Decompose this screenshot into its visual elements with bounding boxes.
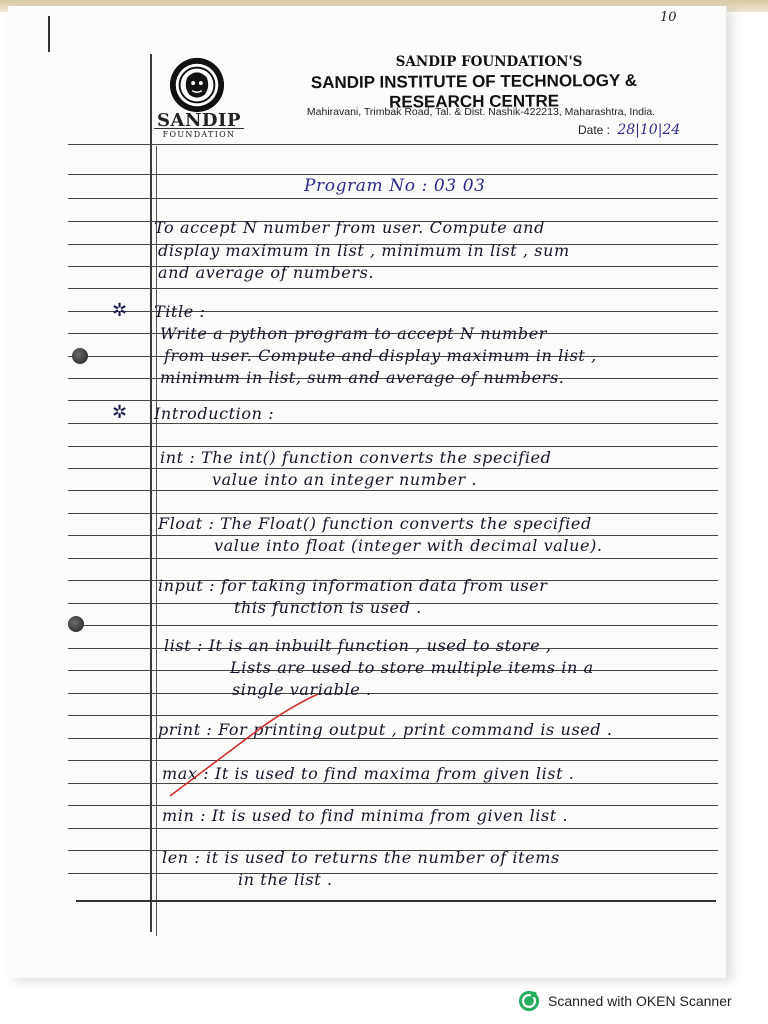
entry-line: value into an integer number . [212,470,478,489]
punch-hole [68,616,84,632]
pen-mark [48,16,50,52]
entry-line: Float : The Float() function converts the specified [158,514,592,533]
ruled-line [68,174,718,175]
ruled-line [68,423,718,424]
page-number: 10 [660,10,677,25]
title-line: minimum in list, sum and average of numbers. [160,368,565,387]
aim-line: and average of numbers. [158,263,375,282]
entry-line: len : it is used to returns the number of items [162,848,560,867]
watermark-text: Scanned with OKEN Scanner [548,993,732,1009]
asterisk-icon: ✲ [112,300,128,321]
notebook-page [8,6,727,978]
ruled-line [68,693,718,694]
ruled-line [68,198,718,199]
ruled-line [68,828,718,829]
ruled-line [68,490,718,491]
date-value: 28|10|24 [617,122,681,138]
ruled-line [68,625,718,626]
margin-line-inner [156,146,157,936]
aim-line: To accept N number from user. Compute and [154,218,545,237]
entry-line: list : It is an inbuilt function , used to store , [164,636,552,655]
ruled-line [68,873,718,874]
foundation-name: SANDIP FOUNDATION'S [395,54,583,70]
entry-line: input : for taking information data from user [158,576,548,595]
ruled-line [68,760,718,761]
oken-scanner-logo-icon [518,990,540,1012]
title-heading: Title : [154,302,206,321]
ruled-line [68,783,718,784]
date-label: Date : [578,123,611,137]
bottom-rule [76,900,716,902]
entry-line: max : It is used to find maxima from given list . [162,764,575,783]
ruled-line [68,446,718,447]
ruled-line [68,144,718,145]
ruled-line [68,468,718,469]
asterisk-icon: ✲ [112,402,128,423]
introduction-heading: Introduction : [154,404,275,423]
ruled-line [68,288,718,289]
title-line: from user. Compute and display maximum in list , [164,346,597,365]
entry-line: in the list . [238,870,333,889]
entry-line: this function is used . [234,598,422,617]
institute-address: Mahiravani, Trimbak Road, Tal. & Dist. Nashik-422213, Maharashtra, India. [306,106,656,118]
red-check-mark-icon [168,690,328,800]
program-number: Program No : 03 03 [304,176,486,196]
entry-line: min : It is used to find minima from given list . [162,806,569,825]
logo-name: SANDIP [157,110,241,131]
ruled-line [68,715,718,716]
sandip-logo-icon [168,56,226,114]
margin-line [150,54,152,932]
logo-subtitle: FOUNDATION [154,128,244,139]
entry-line: Lists are used to store multiple items in a [230,658,594,677]
entry-line: single variable . [232,680,372,699]
entry-line: value into float (integer with decimal value). [214,536,603,555]
scanner-watermark [518,990,732,1012]
institute-name: SANDIP INSTITUTE OF TECHNOLOGY & RESEARCH CENTRE [310,70,638,112]
aim-line: display maximum in list , minimum in list , sum [158,241,570,260]
ruled-line [68,558,718,559]
title-line: Write a python program to accept N number [160,324,548,343]
entry-line: int : The int() function converts the specified [160,448,552,467]
entry-line: print : For printing output , print command is used . [158,720,613,739]
punch-hole [72,348,88,364]
ruled-line [68,400,718,401]
date-field [578,122,680,138]
